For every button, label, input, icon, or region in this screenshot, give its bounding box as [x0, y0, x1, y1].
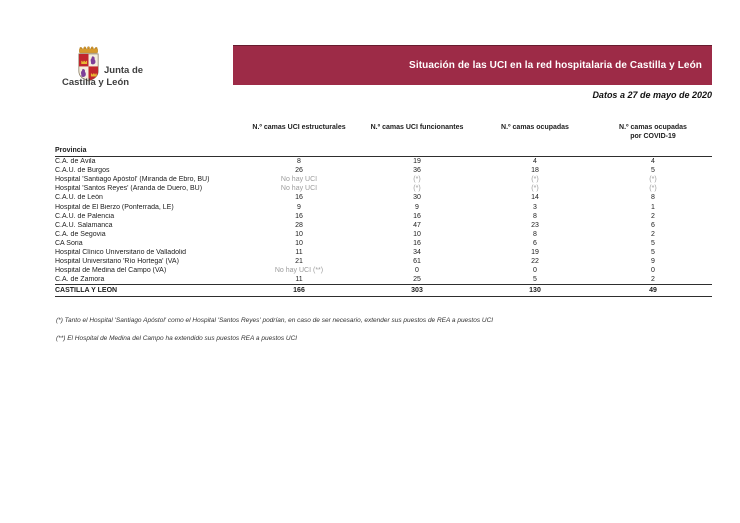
table-row: [55, 175, 712, 184]
row-value: (*): [531, 176, 539, 184]
column-header-estructurales: N.º camas UCI estructurales: [252, 124, 346, 131]
row-value: (*): [413, 176, 421, 184]
row-value: 8: [651, 194, 655, 202]
row-value: 11: [295, 276, 303, 284]
row-value: 25: [413, 276, 421, 284]
row-value: 16: [295, 194, 303, 202]
table-row: [55, 166, 712, 175]
row-value: 22: [531, 258, 539, 266]
row-value: 5: [651, 239, 655, 247]
row-value: 5: [533, 276, 537, 284]
row-value: 4: [651, 158, 655, 166]
junta-logo: [62, 46, 182, 98]
table-row: [55, 202, 712, 211]
title-banner: [233, 45, 712, 85]
date-subtitle: Datos a 27 de mayo de 2020: [592, 90, 712, 100]
total-value-ocupadas: 130: [529, 287, 541, 295]
footnote-2: (**) El Hospital de Medina del Campo ha extendido sus puestos REA a puestos UCI: [56, 335, 298, 342]
row-value: 9: [297, 203, 301, 211]
row-label: Hospital Clínico Universitario de Valladolid: [55, 248, 186, 256]
row-value: 34: [413, 248, 421, 256]
uci-table: [55, 121, 712, 297]
row-value: 16: [413, 212, 421, 220]
total-row: [55, 284, 712, 297]
row-value: (*): [649, 176, 657, 184]
total-value-funcionantes: 303: [411, 287, 423, 295]
row-value: No hay UCI: [280, 185, 318, 193]
row-value: 0: [651, 267, 655, 275]
row-value: 26: [295, 167, 303, 175]
row-value: 6: [651, 221, 655, 229]
column-header-funcionantes: N.º camas UCI funcionantes: [370, 124, 464, 131]
row-value: (*): [413, 185, 421, 193]
table-row: [55, 230, 712, 239]
row-value: 4: [533, 158, 537, 166]
row-value: (*): [531, 185, 539, 193]
row-value: 19: [413, 158, 421, 166]
row-value: 47: [413, 221, 421, 229]
row-label: C.A.U. Salamanca: [55, 221, 113, 229]
table-row: [55, 157, 712, 166]
row-value: 19: [531, 248, 539, 256]
row-value: 2: [651, 230, 655, 238]
row-label: Hospital 'Santos Reyes' (Aranda de Duero, BU): [55, 185, 203, 193]
row-value: 3: [533, 203, 537, 211]
table-row: [55, 184, 712, 193]
row-value: 36: [413, 167, 421, 175]
table-row: [55, 221, 712, 230]
total-value-estructurales: 166: [293, 287, 305, 295]
row-label: C.A. de Ávila: [55, 158, 96, 166]
logo-text-line1: Junta de: [104, 65, 144, 76]
row-value: 28: [295, 221, 303, 229]
row-value: 5: [651, 248, 655, 256]
row-value: 8: [533, 212, 537, 220]
row-label: Hospital de Medina del Campo (VA): [55, 267, 167, 275]
row-value: (*): [649, 185, 657, 193]
total-value-covid: 49: [649, 287, 657, 295]
row-value: 30: [413, 194, 421, 202]
row-value: 2: [651, 276, 655, 284]
row-value: 10: [295, 239, 303, 247]
total-row-label: CASTILLA Y LEÓN: [55, 287, 118, 295]
province-column-header: Provincia: [55, 147, 87, 154]
column-header-ocupadas: N.º camas ocupadas: [501, 124, 569, 131]
table-row: [55, 248, 712, 257]
row-label: C.A. de Zamora: [55, 276, 105, 284]
row-value: No hay UCI (**): [274, 267, 324, 275]
row-value: 11: [295, 248, 303, 256]
row-label: C.A.U. de Burgos: [55, 167, 110, 175]
header-spacer: [55, 121, 240, 147]
row-value: 8: [297, 158, 301, 166]
row-value: 10: [413, 230, 421, 238]
row-value: 0: [533, 267, 537, 275]
row-value: 16: [295, 212, 303, 220]
table-row: [55, 266, 712, 275]
column-header-covid: N.º camas ocupadas por COVID-19: [619, 124, 687, 140]
table-row: [55, 212, 712, 221]
footnote-1: (*) Tanto el Hospital 'Santiago Apóstol' como el Hospital 'Santos Reyes' podrían, en caso de ser necesario, extender sus puestos de REA a puestos UCI: [56, 317, 494, 324]
row-value: 9: [651, 258, 655, 266]
row-value: 1: [651, 203, 655, 211]
table-row: [55, 257, 712, 266]
table-row: [55, 275, 712, 284]
table-header-row: [55, 121, 712, 147]
row-value: No hay UCI: [280, 176, 318, 184]
row-value: 16: [413, 239, 421, 247]
table-row: [55, 193, 712, 202]
logo-text-line2: Castilla y León: [62, 77, 130, 88]
row-value: 10: [295, 230, 303, 238]
row-value: 9: [415, 203, 419, 211]
row-value: 6: [533, 239, 537, 247]
row-value: 0: [415, 267, 419, 275]
row-label: Hospital 'Santiago Apóstol' (Miranda de Ebro, BU): [55, 176, 210, 184]
row-value: 5: [651, 167, 655, 175]
row-value: 18: [531, 167, 539, 175]
row-label: Hospital Universitario 'Río Hortega' (VA): [55, 258, 179, 266]
row-label: CA Soria: [55, 239, 83, 247]
row-value: 61: [413, 258, 421, 266]
row-label: C.A.U. de León: [55, 194, 103, 202]
row-value: 21: [295, 258, 303, 266]
row-value: 23: [531, 221, 539, 229]
row-value: 8: [533, 230, 537, 238]
row-label: Hospital de El Bierzo (Ponferrada, LE): [55, 203, 174, 211]
table-body: [55, 156, 712, 284]
page-title: Situación de las UCI en la red hospitalaria de Castilla y León: [409, 60, 702, 71]
row-label: C.A. de Segovia: [55, 230, 106, 238]
table-row: [55, 239, 712, 248]
row-value: 14: [531, 194, 539, 202]
row-value: 2: [651, 212, 655, 220]
row-label: C.A.U. de Palencia: [55, 212, 115, 220]
